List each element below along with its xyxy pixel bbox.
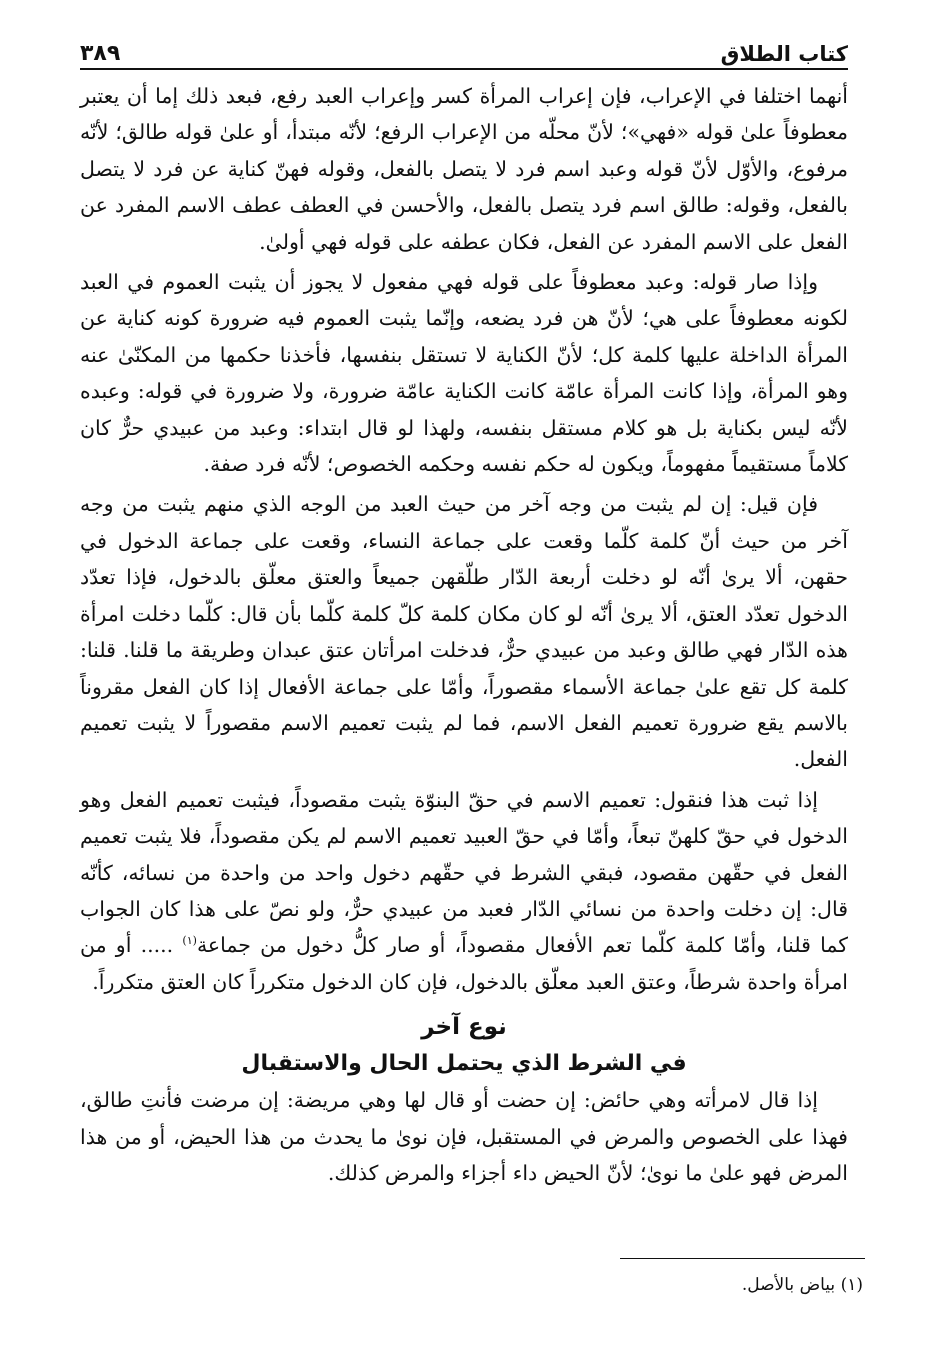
page-number: ٣٨٩ bbox=[80, 41, 121, 66]
book-page bbox=[80, 28, 848, 1195]
section-heading bbox=[80, 1008, 848, 1082]
footnote-divider bbox=[620, 1258, 865, 1259]
paragraph bbox=[80, 782, 848, 1000]
paragraph: أنهما اختلفا في الإعراب، فإن إعراب المرأة كسر وإعراب العبد رفع، فبعد ذلك إما أن يعتبر معطوفاً علىٰ قوله «فهي»؛ لأنّ محلّه من الإعراب الرفع؛ لأنّه مبتدأ، أو علىٰ قوله طالق؛ لأنّه مرفوع، والأوّل لأنّ قوله وعبد اسم فرد لا يتصل بالفعل، وقوله فهنّ كناية عن فرد لا يتصل بالفعل، وقوله: طالق اسم فرد يتصل بالفعل، والأحسن في العطف عطف الاسم المفرد عن الفعل على الاسم المفرد عن الفعل، فكان عطفه على قوله فهي أولىٰ. bbox=[80, 84, 848, 254]
book-title: كتاب الطلاق bbox=[720, 42, 848, 66]
section-title: نوع آخر bbox=[421, 1014, 507, 1041]
paragraph-text: ..... أو من امرأة واحدة شرطاً، وعتق العبد معلّق بالدخول، فإن كان الدخول متكرراً كان العتق متكرراً. bbox=[80, 933, 848, 994]
running-header bbox=[80, 28, 848, 70]
footnote-number: (١) bbox=[840, 1275, 863, 1295]
paragraph-text: إذا ثبت هذا فنقول: تعميم الاسم في حقّ البنوّة يثبت مقصوداً، فيثبت تعميم الفعل وهو الدخول في حقّ كلهنّ تبعاً، وأمّا في حقّ العبيد تعميم الاسم لم يكن مقصوداً، فلا يثبت تعميم الفعل في حقّهن مقصود، فبقي الشرط في حقّهم دخول واحد من واحدة من نسائه، كأنّه قال: إن دخلت واحدة من نسائي الدّار فعبد من عبيدي حرٌّ، ولو نصّ على هذا كان الجواب كما قلنا، وأمّا كلمة كلّما تعم الأفعال مقصوداً، أو صار كلُّ دخول من جماعة bbox=[80, 787, 848, 958]
paragraph: وإذا صار قوله: وعبد معطوفاً على قوله فهي مفعول لا يجوز أن يثبت العموم في العبد لكونه معطوفاً على هي؛ لأنّ هن فرد يضعه، وإنّما يثبت العموم فيه ضرورة كونه كناية عن المرأة الداخلة عليها كلمة كل؛ لأنّ الكناية لا تستقل بنفسها، فأخذنا حكمها من المكنّىٰ عنه وهو المرأة، وإذا كانت المرأة عامّة كانت الكناية عامّة ضرورة، ولا ضرورة في قوله: وعبده لأنّه ليس بكناية بل هو كلام مستقل بنفسه، ولهذا لو قال ابتداء: وعبد من عبيدي حرٌّ كان كلاماً مستقيماً مفهوماً، ويكون له حكم نفسه وحكمه الخصوص؛ لأنّه فرد صفة. bbox=[80, 270, 848, 477]
footnote-marker: (١) bbox=[182, 934, 197, 948]
footnote-text: بياض بالأصل. bbox=[741, 1275, 836, 1295]
body-text bbox=[80, 78, 848, 1191]
paragraph: فإن قيل: إن لم يثبت من وجه آخر من حيث العبد من الوجه الذي منهم يثبت من وجه آخر من حيث أنّ كلمة كلّما وقعت على جماعة النساء، وقعت على جماعة الدخول في حقهن، ألا يرىٰ أنّه لو دخلت أربعة الدّار طلّقهن جميعاً والعتق معلّق بالدخول، فإذا تعدّد الدخول تعدّد العتق، ألا يرىٰ أنّه لو كان مكان كلمة كلّ كلمة كلّما بأن قال: كلّما دخلت امرأة هذه الدّار فهي طالق وعبد من عبيدي حرٌّ، فدخلت امرأتان عتق عبدان وطريقة ما قلنا. قلنا: كلمة كل تقع علىٰ جماعة الأسماء مقصوراً، وأمّا على جماعة الأفعال إذا كان الفعل مقروناً بالاسم يقع ضرورة تعميم الفعل الاسم، فما لم يثبت تعميم الاسم مقصوراً لا يثبت تعميم الفعل. bbox=[80, 492, 848, 772]
section-subtitle: في الشرط الذي يحتمل الحال والاستقبال bbox=[241, 1051, 687, 1077]
paragraph: إذا قال لامرأته وهي حائض: إن حضت أو قال لها وهي مريضة: إن مرضت فأنتِ طالق، فهذا على الخصوص والمرض في المستقبل، فإن نوىٰ ما يحدث من هذا الحيض، أو من هذا المرض فهو علىٰ ما نوىٰ؛ لأنّ الحيض داء أجزاء والمرض كذلك. bbox=[80, 1088, 848, 1185]
footnote bbox=[742, 1275, 863, 1295]
